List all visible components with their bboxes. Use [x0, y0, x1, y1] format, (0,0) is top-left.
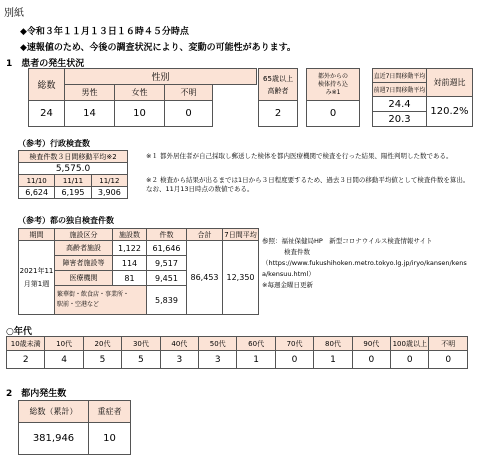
notice: ◆速報値のため、今後の調査状況により、変動の可能性があります。 [20, 43, 296, 53]
age-header-cell: 不明 [429, 337, 468, 351]
own-tests-title: （参考）都の独自検査件数 [18, 216, 114, 225]
avg7-prev-header: 前週7日間移動平均 [373, 83, 427, 97]
facility-type: 高齢者施設 [55, 241, 113, 256]
unknown-value: 0 [165, 101, 213, 127]
facility-type-other: 繁華街・飲食店・事業所・ 駅前・空港など [55, 286, 147, 315]
week-ratio-value: 120.2% [427, 97, 473, 127]
facility-count: 114 [113, 256, 147, 271]
reference-line: 検査件数 [284, 248, 310, 256]
facility-count: 1,122 [113, 241, 147, 256]
age-header-cell: 30代 [122, 337, 160, 351]
note-2: ※２ 検査から結果が出るまでは1日から３日程度要するため、過去３日間の移動平均値として検査件数を算出。なお、11月13日時点の数値である。 [146, 176, 470, 193]
reference-url: （https://www.fukushihoken.metro.tokyo.lg.jp/iryo/kansen/kens [262, 259, 467, 267]
avg7-table [372, 68, 473, 127]
total-header: 総数 [29, 69, 65, 101]
week-ratio-header: 対前週比 [427, 69, 473, 97]
tests-count: 9,517 [147, 256, 187, 271]
age-value-cell: 0 [275, 351, 313, 369]
severe-value: 10 [89, 423, 131, 455]
age-header-cell: 70代 [275, 337, 313, 351]
age-header-cell: 100歳以上 [391, 337, 429, 351]
facility-type: 医療機関 [55, 271, 113, 286]
male-value: 14 [65, 101, 115, 127]
date-cell: 11/12 [91, 175, 127, 187]
age-value-cell: 1 [237, 351, 275, 369]
tests-count: 9,451 [147, 271, 187, 286]
col-facility-count: 施設数 [113, 229, 147, 241]
outside-value: 0 [307, 101, 360, 127]
tests-count: 5,839 [147, 286, 187, 315]
section2-title: 2 都内発生数 [6, 389, 67, 399]
avg3-value: 5,575.0 [19, 163, 128, 175]
age-table [6, 336, 468, 369]
col-avg7: 7日間平均 [224, 230, 257, 239]
col-period: 期間 [19, 229, 55, 241]
page-label: 別紙 [4, 8, 24, 19]
outside-table [306, 68, 360, 127]
own-avg7: 12,350 [223, 241, 259, 315]
age-value-cell: 5 [122, 351, 160, 369]
age-header-cell: 50代 [199, 337, 237, 351]
elderly-table [258, 68, 298, 127]
age-header-cell: 20代 [83, 337, 121, 351]
age-value-cell: 0 [429, 351, 468, 369]
avg7-recent-value: 24.4 [373, 97, 427, 112]
date-cell: 11/10 [19, 175, 55, 187]
admin-tests-title: （参考）行政検査数 [18, 139, 90, 148]
count-cell: 3,906 [91, 187, 127, 199]
col-total: 合計 [187, 229, 223, 241]
timestamp: ◆令和３年１１月１３日１６時４５分時点 [20, 27, 189, 37]
cumulative-table [18, 400, 131, 455]
age-header-cell: 90代 [352, 337, 390, 351]
age-header-cell: 40代 [160, 337, 198, 351]
reference-line: 参照：福祉保健局HP 新型コロナウイルス検査情報サイト [262, 237, 433, 245]
count-cell: 6,195 [55, 187, 91, 199]
sex-header: 性別 [65, 69, 257, 85]
avg7-prev-value: 20.3 [373, 112, 427, 127]
age-header-cell: 60代 [237, 337, 275, 351]
avg3-header: 検査件数３日間移動平均※2 [19, 151, 128, 163]
age-header-cell: 80代 [314, 337, 352, 351]
cumulative-value: 381,946 [19, 423, 89, 455]
facility-type: 障害者施設等 [55, 256, 113, 271]
date-cell: 11/11 [55, 175, 91, 187]
avg7-recent-header: 直近7日間移動平均 [373, 69, 427, 83]
age-header-cell: 10代 [45, 337, 83, 351]
own-total: 86,453 [187, 241, 223, 315]
cumulative-header: 総数（累計） [19, 401, 89, 423]
count-cell: 6,624 [19, 187, 55, 199]
reference-url: a/kensuu.html） [262, 270, 315, 278]
outside-header: 都外からの 検体持ち込 み※1 [307, 69, 360, 101]
reference-line: ※毎週金曜日更新 [262, 281, 313, 289]
female-value: 10 [115, 101, 165, 127]
elderly-value: 2 [259, 101, 298, 127]
age-value-cell: 5 [83, 351, 121, 369]
female-header: 女性 [115, 85, 165, 101]
age-value-cell: 0 [352, 351, 390, 369]
patient-table [28, 68, 257, 127]
age-value-cell: 3 [160, 351, 198, 369]
section1-title: 1 患者の発生状況 [6, 59, 85, 69]
col-tests: 件数 [147, 229, 187, 241]
age-value-cell: 3 [199, 351, 237, 369]
total-value: 24 [29, 101, 65, 127]
severe-header: 重症者 [89, 401, 131, 423]
male-header: 男性 [65, 85, 115, 101]
elderly-header: 65歳以上 高齢者 [259, 69, 298, 101]
tests-count: 61,646 [147, 241, 187, 256]
period-cell: 2021年11 月第1週 [19, 241, 55, 315]
age-value-cell: 2 [7, 351, 45, 369]
age-value-cell: 1 [314, 351, 352, 369]
own-tests-table [18, 228, 259, 315]
age-value-cell: 0 [391, 351, 429, 369]
reference-block [262, 236, 476, 291]
admin-tests-table [18, 150, 128, 199]
unknown-header: 不明 [165, 85, 213, 101]
facility-count: 81 [113, 271, 147, 286]
col-facility-type: 施設区分 [55, 229, 113, 241]
age-title: ○年代 [6, 327, 32, 337]
age-header-cell: 10歳未満 [7, 337, 45, 351]
note-1: ※１ 都外居住者が自己採取し郵送した検体を都内医療機関で検査を行った結果、陽性判明した数である。 [146, 152, 453, 160]
age-value-cell: 4 [45, 351, 83, 369]
